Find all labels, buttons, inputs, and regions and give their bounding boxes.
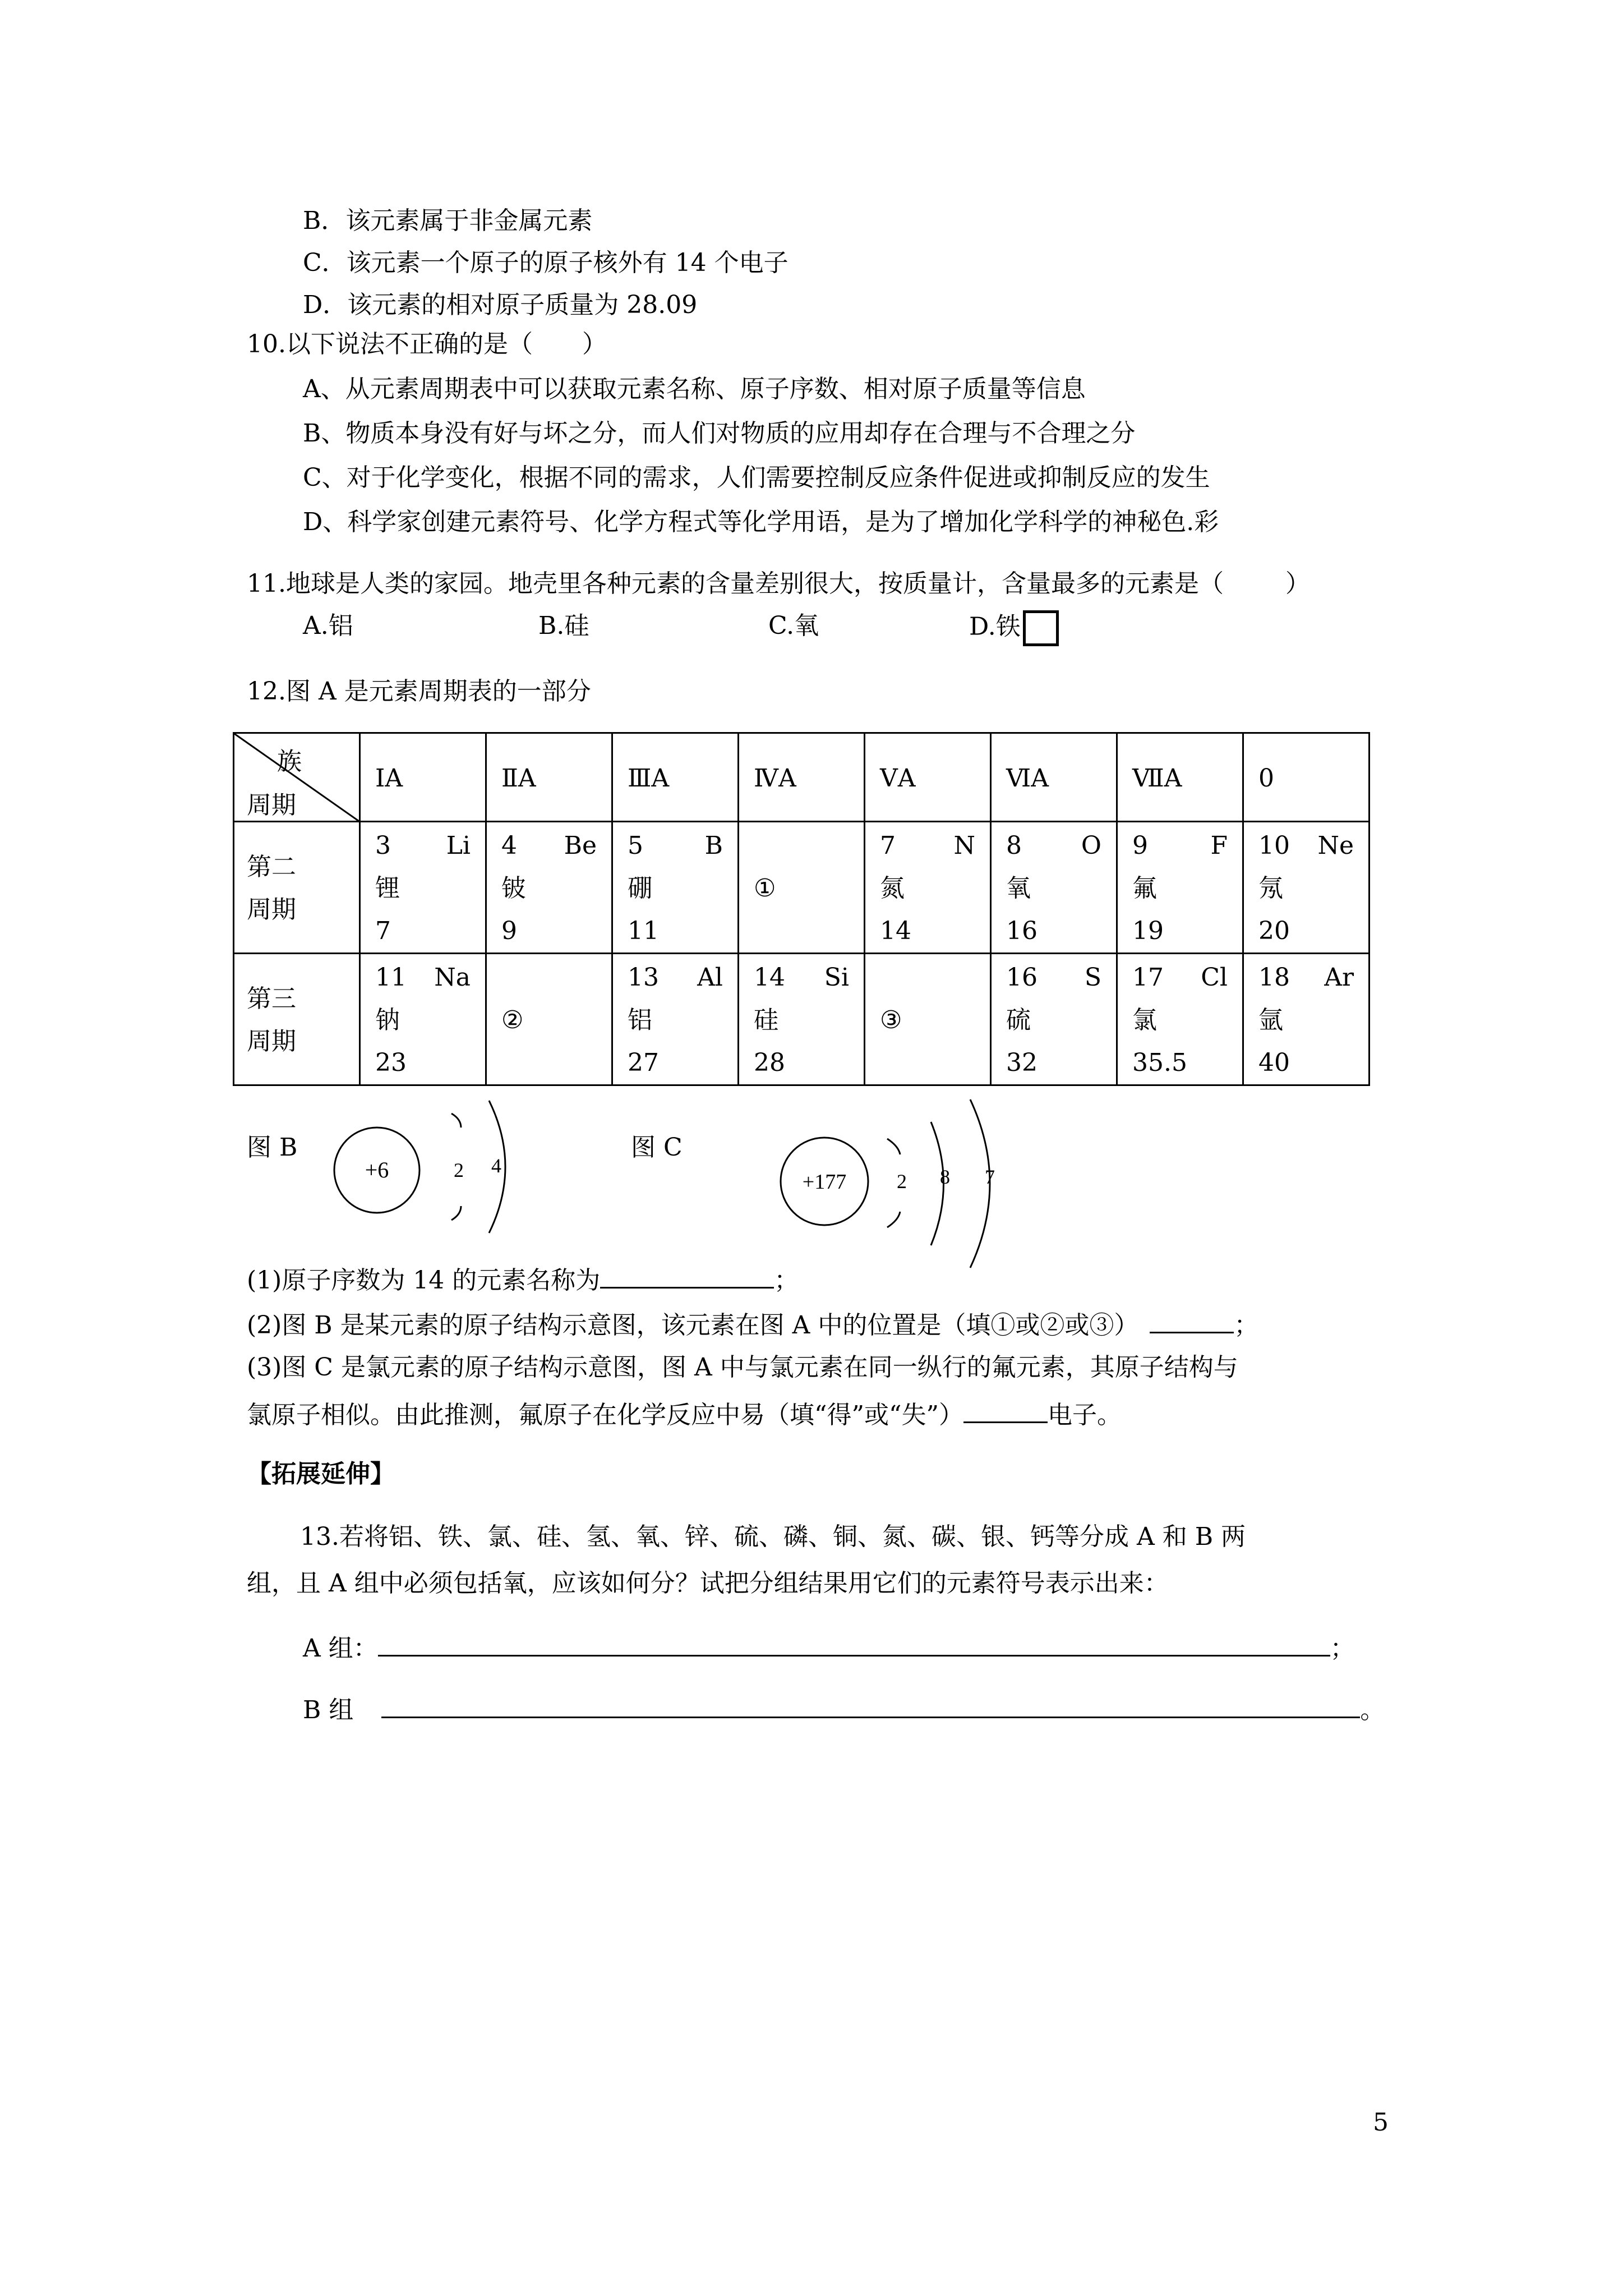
- element-cell-be: 4 Be 铍 9: [486, 822, 612, 954]
- fig-b-label: 图 B: [247, 1133, 298, 1162]
- group-header: 0: [1243, 733, 1370, 822]
- atom-c-shell-3: 7: [985, 1166, 995, 1188]
- group-b-input[interactable]: [381, 1692, 1360, 1718]
- atom-diagram-b: [334, 1101, 505, 1233]
- blank-sub2[interactable]: [1150, 1307, 1234, 1333]
- atom-c-nucleus: +177: [802, 1170, 847, 1194]
- blank-sub1[interactable]: [600, 1262, 774, 1289]
- group-header: ⅠA: [360, 733, 486, 822]
- group-header: ⅤA: [865, 733, 991, 822]
- element-cell-n: 7 N 氮 14: [865, 822, 991, 954]
- blank-cell-3: ③: [865, 954, 991, 1085]
- q11-stem-close: ）: [1285, 569, 1310, 598]
- fig-c-label: 图 C: [631, 1133, 683, 1162]
- page-number: 5: [1373, 2108, 1389, 2137]
- atom-c-shell-1: 2: [897, 1170, 907, 1193]
- atom-b-nucleus: +6: [365, 1157, 389, 1182]
- q9-option-c: C．该元素一个原子的原子核外有 14 个电子: [303, 249, 789, 277]
- q11-option-a: A.铝: [303, 611, 353, 640]
- atom-b-shell-1: 2: [454, 1159, 464, 1181]
- q9-option-d: D．该元素的相对原子质量为 28.09: [303, 291, 698, 319]
- element-cell-s: 16 S 硫 32: [991, 954, 1117, 1085]
- q11-option-d-text: D.铁: [969, 612, 1021, 641]
- group-header: ⅣA: [739, 733, 865, 822]
- element-cell-al: 13 Al 铝 27: [612, 954, 739, 1085]
- element-cell-li: 3 Li 锂 7: [360, 822, 486, 954]
- corner-group-label: 族: [277, 747, 302, 776]
- blank-cell-1: ①: [739, 822, 865, 954]
- group-header: ⅢA: [612, 733, 739, 822]
- section-title: 【拓展延伸】: [247, 1460, 395, 1488]
- q12-sub3-line1: (3)图 C 是氯元素的原子结构示意图，图 A 中与氯元素在同一纵行的氟元素，其原子结构与: [247, 1353, 1238, 1382]
- period-3-label: 第三 周期: [234, 954, 360, 1085]
- q10-option-a: A、从元素周期表中可以获取元素名称、原子序数、相对原子质量等信息: [303, 375, 1086, 403]
- group-header: ⅥA: [991, 733, 1117, 822]
- blank-sub3[interactable]: [963, 1397, 1048, 1423]
- corner-period-label: 周期: [247, 791, 296, 820]
- q12-sub2: (2)图 B 是某元素的原子结构示意图，该元素在图 A 中的位置是（填①或②或③） ；: [247, 1307, 1258, 1341]
- q10-option-b: B、物质本身没有好与坏之分，而人们对物质的应用却存在合理与不合理之分: [303, 419, 1136, 448]
- q9-option-b: B．该元素属于非金属元素: [303, 206, 593, 235]
- element-cell-na: 11 Na 钠 23: [360, 954, 486, 1085]
- q13-line1: 13.若将铝、铁、氯、硅、氢、氧、锌、硫、磷、铜、氮、碳、银、钙等分成 A 和 B 两: [300, 1522, 1246, 1551]
- q13-line2: 组，且 A 组中必须包括氧，应该如何分？试把分组结果用它们的元素符号表示出来：: [247, 1569, 1169, 1598]
- element-cell-cl: 17 Cl 氯 35.5: [1117, 954, 1243, 1085]
- q11-stem-text: 11.地球是人类的家园。地壳里各种元素的含量差别很大，按质量计，含量最多的元素是（: [247, 569, 1224, 598]
- element-cell-ne: 10 Ne 氖 20: [1243, 822, 1370, 954]
- period-2-label: 第二 周期: [234, 822, 360, 954]
- element-cell-si: 14 Si 硅 28: [739, 954, 865, 1085]
- element-cell-o: 8 O 氧 16: [991, 822, 1117, 954]
- q13-group-a: A 组： ；: [303, 1630, 1355, 1664]
- q10-option-d: D、科学家创建元素符号、化学方程式等化学用语，是为了增加化学科学的神秘色.彩: [303, 508, 1219, 536]
- group-header: ⅦA: [1117, 733, 1243, 822]
- element-cell-f: 9 F 氟 19: [1117, 822, 1243, 954]
- q11-option-b: B.硅: [538, 611, 589, 640]
- group-a-input[interactable]: [378, 1630, 1330, 1657]
- q12-sub3-line2: 氯原子相似。由此推测，氟原子在化学反应中易（填“得”或“失”） 电子。: [247, 1397, 1122, 1431]
- element-cell-ar: 18 Ar 氩 40: [1243, 954, 1370, 1085]
- atom-c-shell-2: 8: [940, 1166, 950, 1188]
- q10-option-c: C、对于化学变化，根据不同的需求，人们需要控制反应条件促进或抑制反应的发生: [303, 463, 1210, 492]
- atom-b-shell-2: 4: [491, 1154, 501, 1177]
- q10-stem: 10.以下说法不正确的是（ ）: [247, 330, 607, 358]
- q11-option-c: C.氧: [768, 611, 819, 640]
- group-header: ⅡA: [486, 733, 612, 822]
- blank-cell-2: ②: [486, 954, 612, 1085]
- q13-group-b: B 组 。: [303, 1692, 1385, 1726]
- q12-sub1: (1)原子序数为 14 的元素名称为 ；: [247, 1262, 799, 1296]
- element-cell-b: 5 B 硼 11: [612, 822, 739, 954]
- q12-stem: 12.图 A 是元素周期表的一部分: [247, 677, 591, 706]
